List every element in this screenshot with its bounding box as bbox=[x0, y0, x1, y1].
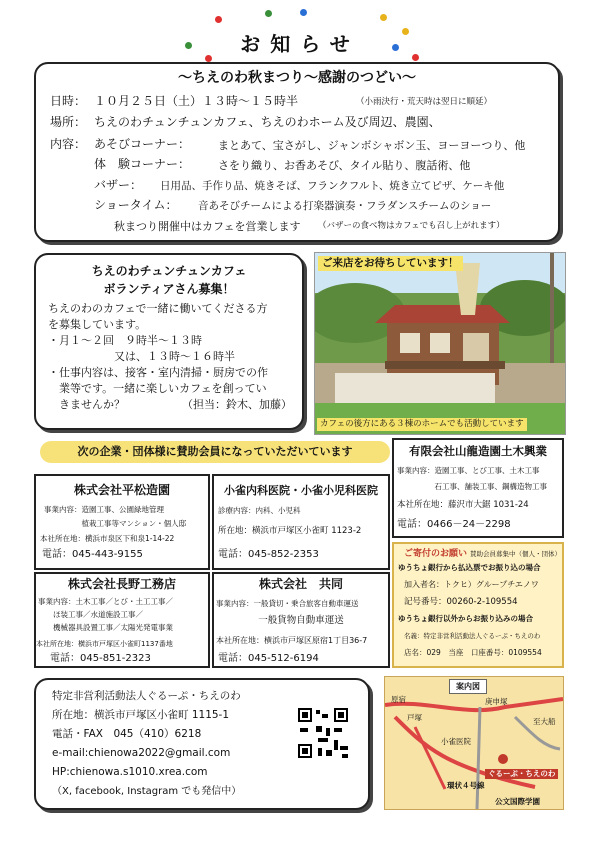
festival-row-label: ショータイム： bbox=[94, 198, 178, 212]
place-value: ちえのわチュンチュンカフェ、ちえのわホーム及び周辺、農園、 bbox=[94, 115, 441, 129]
content-label: 内容： bbox=[50, 137, 87, 151]
sponsor-phone: 電話：045-443-9155 bbox=[42, 549, 143, 560]
festival-row-label: バザー： bbox=[94, 178, 143, 192]
volunteer-line: ・仕事内容は、接客・室内清掃・厨房での作 bbox=[48, 366, 268, 379]
donation-line: 名義：特定非営利活動法人ぐるーぷ・ちえのわ bbox=[404, 632, 541, 640]
org-homepage[interactable]: HP:chienowa.s1010.xrea.com bbox=[52, 766, 208, 778]
place-label: 場所： bbox=[50, 115, 87, 129]
sponsor-name: 有限会社山龍造園土木興業 bbox=[409, 444, 547, 458]
sponsor-line: 事業内容：一般貸切・乗合旅客自動車運送 bbox=[216, 599, 359, 608]
volunteer-line: ちえのわのカフェで一緒に働いてくださる方 bbox=[48, 302, 268, 315]
photo-caption: カフェの後方にある３棟のホームでも活動しています bbox=[317, 418, 527, 431]
sponsor-name: 株式会社平松造園 bbox=[73, 483, 170, 497]
access-map bbox=[384, 676, 564, 810]
volunteer-line: を募集しています。 bbox=[48, 318, 147, 331]
sponsor-line: 事業内容：土木工事／とび・土工工事／ bbox=[38, 597, 173, 606]
header-dot bbox=[215, 16, 222, 23]
header-dot bbox=[205, 55, 212, 62]
sponsor-line: 機械器具設置工事／太陽光発電事業 bbox=[38, 623, 173, 632]
sponsor-line: 所在地：横浜市戸塚区小雀町 1123-2 bbox=[218, 526, 362, 536]
festival-row-value: 日用品、手作り品、焼きそば、フランクフルト、焼き立てピザ、ケーキ他 bbox=[160, 180, 505, 192]
donation-line: 記号番号：00260-2-109554 bbox=[404, 597, 518, 607]
festival-heading: ～ちえのわ秋まつり～感謝のつどい～ bbox=[178, 70, 416, 86]
map-label: 原宿 bbox=[391, 695, 406, 704]
festival-row-value: まとあて、宝さがし、ジャンボシャボン玉、ヨーヨーつり、他 bbox=[218, 139, 526, 152]
map-title: 案内図 bbox=[449, 679, 487, 694]
map-label: 環状４号線 bbox=[447, 781, 485, 790]
sponsor-line: 本社所在地：横浜市戸塚区原宿1丁目36-7 bbox=[216, 636, 368, 645]
sponsor-line: 植栽工事等マンション・個人邸 bbox=[44, 519, 187, 528]
date-label: 日時： bbox=[50, 94, 87, 108]
sponsor-line: 事業内容：造園工事、とび工事、土木工事 bbox=[397, 466, 540, 475]
festival-row-value: さをり織り、お香あそび、タイル貼り、腹話術、他 bbox=[218, 159, 471, 172]
sponsor-phone: 電話：0466－24－2298 bbox=[397, 519, 511, 530]
org-sns: （X, facebook, Instagram でも発信中） bbox=[52, 786, 242, 797]
map-label: 庚申塚 bbox=[485, 697, 508, 706]
cafe-line: 秋まつり開催中はカフェを営業します bbox=[114, 220, 301, 233]
sponsor-line: 本社所在地：藤沢市大鋸 1031-24 bbox=[397, 500, 529, 510]
org-name: 特定非営利活動法人ぐるーぷ・ちえのわ bbox=[52, 690, 241, 702]
donation-title-note: 賛助会員募集中（個人・団体） bbox=[470, 550, 561, 558]
volunteer-title-2: ボランティアさん募集！ bbox=[103, 282, 235, 296]
qr-code[interactable] bbox=[296, 706, 350, 760]
sponsor-phone: 電話：045-852-2353 bbox=[218, 549, 319, 560]
sponsor-line: 本社所在地：横浜市戸塚区小雀町1137番地 bbox=[36, 640, 173, 648]
sponsor-line: 石工事、舗装工事、鋼構造物工事 bbox=[397, 482, 547, 491]
map-label: 戸塚 bbox=[407, 713, 422, 722]
header-dot bbox=[300, 9, 307, 16]
header-dot bbox=[265, 10, 272, 17]
map-label: 公文国際学園 bbox=[495, 797, 540, 806]
date-note: （小雨決行・荒天時は翌日に順延） bbox=[356, 97, 493, 107]
map-label: 小雀医院 bbox=[441, 737, 471, 746]
donation-title: ご寄付のお願い bbox=[404, 549, 468, 559]
donation-line: ゆうちょ銀行から払込票でお振り込の場合 bbox=[398, 563, 541, 572]
cafe-note: （バザーの食べ物はカフェでも召し上がれます） bbox=[318, 221, 505, 231]
volunteer-title-1: ちえのわチュンチュンカフェ bbox=[91, 264, 247, 278]
map-label: 至大船 bbox=[533, 717, 556, 726]
volunteer-line: 業等です。一緒に楽しいカフェを創ってい bbox=[48, 382, 267, 395]
sponsor-name: 株式会社 共同 bbox=[258, 577, 343, 591]
sponsor-line: 本社所在地：横浜市泉区下和泉1-14-22 bbox=[40, 534, 175, 543]
donation-line: 店名：029 当座 口座番号：0109554 bbox=[404, 648, 542, 657]
sponsors-banner: 次の企業・団体様に賛助会員になっていただいています bbox=[40, 441, 390, 463]
sponsor-name: 小雀内科医院・小雀小児科医院 bbox=[224, 484, 378, 497]
sponsor-line: 診療内容：内科、小児科 bbox=[218, 506, 301, 515]
sponsor-phone: 電話：045-851-2323 bbox=[50, 653, 151, 664]
org-email[interactable]: e-mail:chienowa2022@gmail.com bbox=[52, 747, 231, 759]
page-title: お知らせ bbox=[240, 32, 360, 56]
donation-line: ゆうちょ銀行以外からお振り込みの場合 bbox=[398, 614, 533, 623]
donation-line: 加入者名：トクヒ）グループチエノワ bbox=[404, 580, 539, 589]
photo-banner: ご来店をお待ちしています！ bbox=[318, 256, 463, 271]
festival-row-value: 音あそびチームによる打楽器演奏・フラダンスチームのショー bbox=[198, 200, 492, 212]
date-value: １０月２５日（土）１３時～１５時半 bbox=[94, 94, 299, 108]
org-phone: 電話・FAX 045（410）6218 bbox=[52, 728, 202, 740]
volunteer-line: 又は、１３時～１６時半 bbox=[48, 350, 235, 363]
festival-row-label: あそびコーナー： bbox=[94, 137, 191, 151]
sponsor-phone: 電話：045-512-6194 bbox=[218, 653, 319, 664]
org-address: 所在地：横浜市戸塚区小雀町 1115-1 bbox=[52, 709, 230, 721]
volunteer-line: きませんか？ bbox=[48, 398, 125, 411]
festival-box bbox=[34, 62, 560, 242]
cafe-photo-illustration bbox=[315, 253, 565, 434]
sponsor-name: 株式会社長野工務店 bbox=[67, 577, 176, 591]
festival-row-label: 体 験コーナー： bbox=[94, 157, 191, 171]
header-dot bbox=[380, 14, 387, 21]
sponsor-line: 一般貨物自動車運送 bbox=[258, 615, 344, 626]
volunteer-line: ・月１～２回 ９時半～１３時 bbox=[48, 334, 202, 347]
sponsor-line: 事業内容：造園工事、公園緑地管理 bbox=[44, 505, 164, 514]
map-label: ぐるーぷ・ちえのわ bbox=[485, 769, 558, 779]
volunteer-contact: （担当：鈴木、加藤） bbox=[182, 398, 292, 411]
sponsor-line: ほ装工事／水道施設工事／ bbox=[38, 610, 143, 619]
cafe-photo bbox=[314, 252, 566, 435]
